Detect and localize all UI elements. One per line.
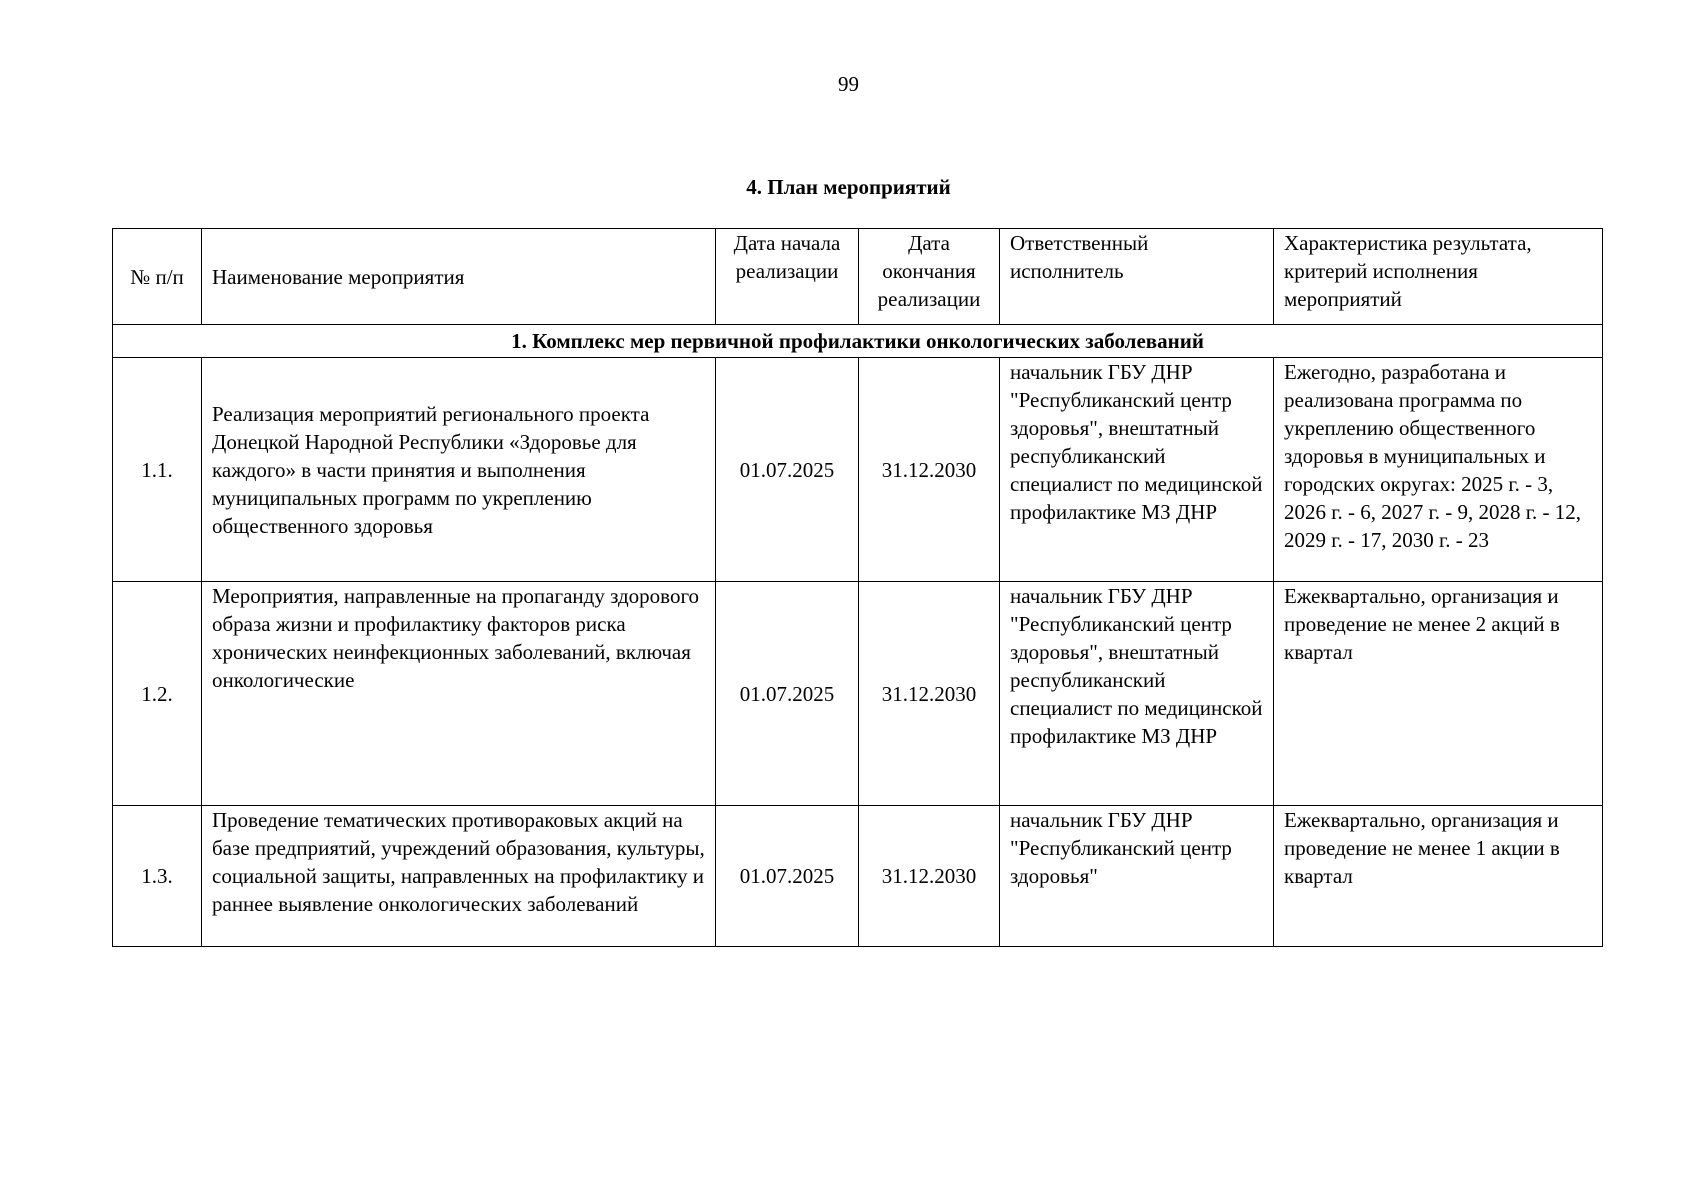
row-name: Мероприятия, направленные на пропаганду здорового образа жизни и профилактику факторов риска хронических неинфекционных заболеваний, включая онкологические [202,582,716,806]
row-result: Ежеквартально, организация и проведение не менее 2 акций в квартал [1274,582,1603,806]
row-start-date: 01.07.2025 [716,806,859,947]
plan-table [112,228,1603,947]
header-start-date: Дата начала реализации [716,229,859,325]
row-result: Ежеквартально, организация и проведение не менее 1 акции в квартал [1274,806,1603,947]
row-end-date: 31.12.2030 [859,582,1000,806]
row-end-date: 31.12.2030 [859,806,1000,947]
header-result: Характеристика результата, критерий исполнения мероприятий [1274,229,1603,325]
row-num: 1.2. [113,582,202,806]
row-start-date: 01.07.2025 [716,582,859,806]
row-responsible: начальник ГБУ ДНР "Республиканский центр здоровья", внештатный республиканский специалист по медицинской профилактике МЗ ДНР [1000,582,1274,806]
row-start-date: 01.07.2025 [716,358,859,582]
table-row [113,358,1603,582]
row-num: 1.3. [113,806,202,947]
section-title: 4. План мероприятий [746,175,951,199]
page-number: 99 [838,72,859,96]
row-responsible: начальник ГБУ ДНР "Республиканский центр здоровья", внештатный республиканский специалист по медицинской профилактике МЗ ДНР [1000,358,1274,582]
header-num: № п/п [113,229,202,325]
row-name: Реализация мероприятий регионального проекта Донецкой Народной Республики «Здоровье для каждого» в части принятия и выполнения муниципальных программ по укреплению общественного здоровья [202,358,716,582]
row-end-date: 31.12.2030 [859,358,1000,582]
section-row [113,325,1603,358]
row-name: Проведение тематических противораковых акций на базе предприятий, учреждений образования, культуры, социальной защиты, направленных на профилактику и раннее выявление онкологических заболеваний [202,806,716,947]
table-row [113,582,1603,806]
section-heading: 1. Комплекс мер первичной профилактики онкологических заболеваний [113,325,1603,358]
table-row [113,806,1603,947]
header-name: Наименование мероприятия [202,229,716,325]
table-header-row [113,229,1603,325]
header-end-date: Дата окончания реализации [859,229,1000,325]
header-responsible: Ответственный исполнитель [1000,229,1274,325]
row-result: Ежегодно, разработана и реализована программа по укреплению общественного здоровья в муниципальных и городских округах: 2025 г. - 3, 2026 г. - 6, 2027 г. - 9, 2028 г. - 12, 2029 г. - 17, 2030 г. - 23 [1274,358,1603,582]
row-responsible: начальник ГБУ ДНР "Республиканский центр здоровья" [1000,806,1274,947]
row-num: 1.1. [113,358,202,582]
